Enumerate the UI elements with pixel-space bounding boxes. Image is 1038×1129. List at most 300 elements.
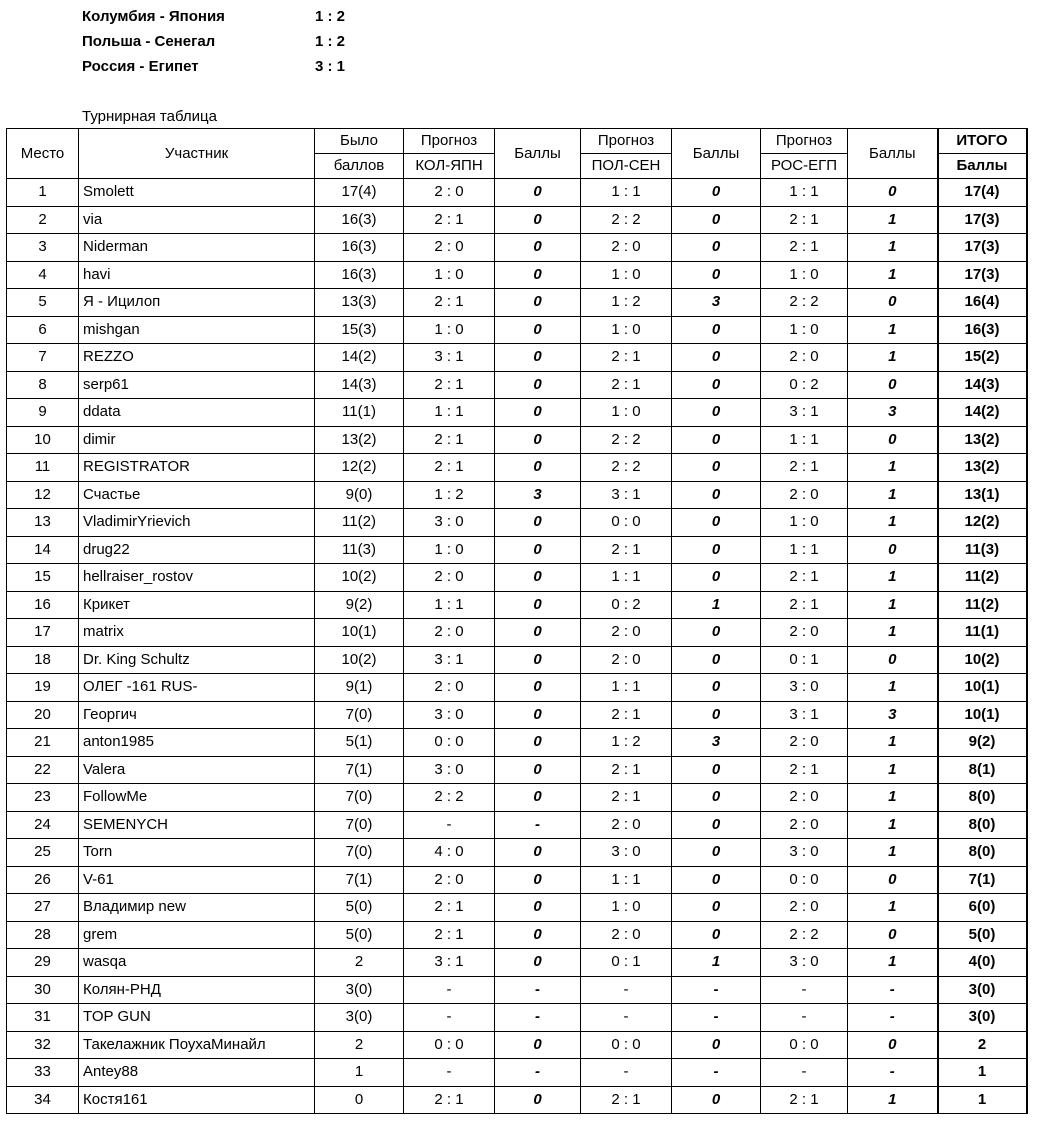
table-row <box>7 729 1027 757</box>
cell-points-3: - <box>848 976 938 1004</box>
table-row <box>7 289 1027 317</box>
cell-points-1: 0 <box>495 399 581 427</box>
table-row <box>7 1059 1027 1087</box>
cell-total: 4(0) <box>938 949 1027 977</box>
cell-place: 3 <box>7 234 79 262</box>
cell-total: 13(1) <box>938 481 1027 509</box>
cell-total: 8(1) <box>938 756 1027 784</box>
cell-place: 6 <box>7 316 79 344</box>
cell-forecast-2: 1 : 0 <box>581 894 672 922</box>
table-row <box>7 811 1027 839</box>
cell-participant: anton1985 <box>79 729 315 757</box>
cell-points-1: 0 <box>495 866 581 894</box>
cell-points-2: 0 <box>672 646 761 674</box>
header-match-3: РОС-ЕГП <box>761 154 848 179</box>
cell-points-1: 0 <box>495 454 581 482</box>
cell-forecast-3: 2 : 1 <box>761 234 848 262</box>
cell-points-1: - <box>495 1059 581 1087</box>
table-row <box>7 949 1027 977</box>
cell-was-points: 14(3) <box>315 371 404 399</box>
cell-was-points: 2 <box>315 1031 404 1059</box>
cell-place: 12 <box>7 481 79 509</box>
cell-place: 16 <box>7 591 79 619</box>
cell-forecast-1: 2 : 0 <box>404 674 495 702</box>
cell-forecast-1: 2 : 0 <box>404 619 495 647</box>
cell-forecast-2: 1 : 1 <box>581 674 672 702</box>
table-row <box>7 674 1027 702</box>
table-row <box>7 839 1027 867</box>
table-row <box>7 454 1027 482</box>
cell-points-1: 0 <box>495 591 581 619</box>
cell-points-2: 0 <box>672 371 761 399</box>
cell-points-2: 0 <box>672 206 761 234</box>
cell-participant: VladimirYrievich <box>79 509 315 537</box>
cell-participant: grem <box>79 921 315 949</box>
cell-forecast-2: 2 : 1 <box>581 344 672 372</box>
cell-points-3: 1 <box>848 481 938 509</box>
header-participant: Участник <box>79 129 315 179</box>
cell-was-points: 0 <box>315 1086 404 1114</box>
cell-points-3: 0 <box>848 371 938 399</box>
cell-place: 7 <box>7 344 79 372</box>
cell-points-2: 0 <box>672 509 761 537</box>
cell-participant: hellraiser_rostov <box>79 564 315 592</box>
cell-points-2: - <box>672 1059 761 1087</box>
table-row <box>7 701 1027 729</box>
cell-points-2: 3 <box>672 729 761 757</box>
cell-forecast-2: 2 : 0 <box>581 811 672 839</box>
cell-points-2: 0 <box>672 316 761 344</box>
table-row <box>7 536 1027 564</box>
cell-total: 3(0) <box>938 1004 1027 1032</box>
cell-forecast-3: 1 : 1 <box>761 536 848 564</box>
cell-points-3: 1 <box>848 784 938 812</box>
cell-forecast-3: 2 : 0 <box>761 784 848 812</box>
cell-participant: Такелажник ПоухаМинайл <box>79 1031 315 1059</box>
cell-participant: Torn <box>79 839 315 867</box>
table-row <box>7 1004 1027 1032</box>
cell-was-points: 12(2) <box>315 454 404 482</box>
cell-participant: Я - Ицилоп <box>79 289 315 317</box>
cell-participant: Valera <box>79 756 315 784</box>
cell-participant: wasqa <box>79 949 315 977</box>
cell-total: 8(0) <box>938 839 1027 867</box>
cell-forecast-2: 0 : 2 <box>581 591 672 619</box>
cell-points-3: 1 <box>848 674 938 702</box>
cell-place: 14 <box>7 536 79 564</box>
cell-forecast-3: 2 : 0 <box>761 344 848 372</box>
cell-forecast-3: 2 : 1 <box>761 454 848 482</box>
table-header <box>7 129 1027 179</box>
cell-place: 29 <box>7 949 79 977</box>
cell-place: 26 <box>7 866 79 894</box>
cell-points-2: 0 <box>672 564 761 592</box>
cell-forecast-1: 3 : 0 <box>404 509 495 537</box>
cell-forecast-2: 2 : 1 <box>581 701 672 729</box>
cell-place: 32 <box>7 1031 79 1059</box>
cell-forecast-2: 2 : 0 <box>581 921 672 949</box>
cell-total: 9(2) <box>938 729 1027 757</box>
cell-points-1: 0 <box>495 784 581 812</box>
cell-participant: V-61 <box>79 866 315 894</box>
header-match-1: КОЛ-ЯПН <box>404 154 495 179</box>
table-row <box>7 261 1027 289</box>
cell-forecast-2: 1 : 1 <box>581 564 672 592</box>
cell-points-2: 0 <box>672 839 761 867</box>
cell-points-1: 0 <box>495 289 581 317</box>
cell-place: 33 <box>7 1059 79 1087</box>
cell-points-2: 0 <box>672 811 761 839</box>
cell-forecast-2: 2 : 1 <box>581 371 672 399</box>
cell-total: 17(3) <box>938 261 1027 289</box>
cell-was-points: 5(0) <box>315 921 404 949</box>
cell-was-points: 10(1) <box>315 619 404 647</box>
cell-points-1: 3 <box>495 481 581 509</box>
cell-forecast-3: 0 : 2 <box>761 371 848 399</box>
cell-forecast-2: 1 : 0 <box>581 316 672 344</box>
cell-forecast-2: 2 : 1 <box>581 784 672 812</box>
cell-participant: ОЛЕГ -161 RUS- <box>79 674 315 702</box>
table-row <box>7 976 1027 1004</box>
cell-points-3: 0 <box>848 179 938 207</box>
table-row <box>7 1031 1027 1059</box>
table-row <box>7 234 1027 262</box>
cell-total: 2 <box>938 1031 1027 1059</box>
match-result <box>82 54 345 79</box>
cell-points-1: - <box>495 1004 581 1032</box>
cell-points-2: 0 <box>672 866 761 894</box>
cell-points-1: 0 <box>495 509 581 537</box>
cell-place: 22 <box>7 756 79 784</box>
cell-points-1: 0 <box>495 344 581 372</box>
cell-forecast-3: 2 : 0 <box>761 481 848 509</box>
cell-points-1: 0 <box>495 894 581 922</box>
cell-place: 30 <box>7 976 79 1004</box>
cell-forecast-1: - <box>404 1059 495 1087</box>
cell-forecast-2: 1 : 1 <box>581 179 672 207</box>
cell-points-1: 0 <box>495 756 581 784</box>
cell-forecast-1: 2 : 0 <box>404 866 495 894</box>
cell-forecast-3: 1 : 0 <box>761 509 848 537</box>
cell-was-points: 1 <box>315 1059 404 1087</box>
cell-points-2: 0 <box>672 894 761 922</box>
cell-total: 10(1) <box>938 674 1027 702</box>
cell-points-1: 0 <box>495 206 581 234</box>
cell-was-points: 10(2) <box>315 564 404 592</box>
cell-was-points: 7(0) <box>315 839 404 867</box>
cell-points-1: 0 <box>495 729 581 757</box>
cell-was-points: 13(3) <box>315 289 404 317</box>
cell-points-1: 0 <box>495 646 581 674</box>
cell-forecast-1: 2 : 1 <box>404 206 495 234</box>
cell-participant: drug22 <box>79 536 315 564</box>
header-total-line1: ИТОГО <box>938 129 1027 154</box>
cell-forecast-2: 1 : 2 <box>581 729 672 757</box>
standings-caption: Турнирная таблица <box>82 108 217 125</box>
cell-points-3: 1 <box>848 756 938 784</box>
match-results <box>82 4 345 79</box>
table-row <box>7 921 1027 949</box>
cell-total: 1 <box>938 1086 1027 1114</box>
cell-points-1: 0 <box>495 674 581 702</box>
cell-forecast-2: 1 : 1 <box>581 866 672 894</box>
cell-forecast-1: 2 : 0 <box>404 564 495 592</box>
cell-place: 27 <box>7 894 79 922</box>
table-row <box>7 509 1027 537</box>
cell-participant: dimir <box>79 426 315 454</box>
cell-forecast-2: 3 : 0 <box>581 839 672 867</box>
cell-points-3: 1 <box>848 234 938 262</box>
cell-points-1: 0 <box>495 426 581 454</box>
cell-points-2: - <box>672 1004 761 1032</box>
header-was-line1: Было <box>315 129 404 154</box>
header-total-line2: Баллы <box>938 154 1027 179</box>
cell-was-points: 13(2) <box>315 426 404 454</box>
cell-points-3: 1 <box>848 206 938 234</box>
cell-points-2: 0 <box>672 674 761 702</box>
header-forecast-3: Прогноз <box>761 129 848 154</box>
cell-place: 11 <box>7 454 79 482</box>
cell-place: 20 <box>7 701 79 729</box>
cell-was-points: 10(2) <box>315 646 404 674</box>
cell-forecast-2: 1 : 0 <box>581 399 672 427</box>
table-row <box>7 179 1027 207</box>
cell-points-3: 0 <box>848 646 938 674</box>
header-forecast-2: Прогноз <box>581 129 672 154</box>
cell-total: 17(3) <box>938 234 1027 262</box>
header-was-line2: баллов <box>315 154 404 179</box>
cell-points-3: 0 <box>848 866 938 894</box>
cell-place: 17 <box>7 619 79 647</box>
match-teams: Колумбия - Япония <box>82 8 225 25</box>
cell-place: 4 <box>7 261 79 289</box>
cell-place: 24 <box>7 811 79 839</box>
cell-points-1: - <box>495 811 581 839</box>
cell-points-3: 1 <box>848 729 938 757</box>
cell-forecast-2: 2 : 2 <box>581 206 672 234</box>
match-teams: Россия - Египет <box>82 58 199 75</box>
cell-points-3: 1 <box>848 591 938 619</box>
cell-forecast-2: 2 : 1 <box>581 536 672 564</box>
cell-forecast-1: 3 : 0 <box>404 701 495 729</box>
cell-was-points: 16(3) <box>315 234 404 262</box>
cell-points-2: 0 <box>672 1086 761 1114</box>
cell-points-1: 0 <box>495 261 581 289</box>
cell-participant: via <box>79 206 315 234</box>
cell-points-3: 1 <box>848 811 938 839</box>
cell-place: 1 <box>7 179 79 207</box>
header-match-2: ПОЛ-СЕН <box>581 154 672 179</box>
cell-forecast-1: 1 : 0 <box>404 316 495 344</box>
cell-forecast-3: 3 : 0 <box>761 949 848 977</box>
cell-forecast-2: 2 : 2 <box>581 426 672 454</box>
cell-was-points: 11(3) <box>315 536 404 564</box>
cell-place: 10 <box>7 426 79 454</box>
cell-total: 11(1) <box>938 619 1027 647</box>
cell-forecast-2: 0 : 1 <box>581 949 672 977</box>
cell-place: 25 <box>7 839 79 867</box>
cell-forecast-1: 2 : 0 <box>404 179 495 207</box>
table-row <box>7 646 1027 674</box>
cell-points-3: 1 <box>848 261 938 289</box>
cell-forecast-3: 1 : 1 <box>761 179 848 207</box>
cell-participant: Костя161 <box>79 1086 315 1114</box>
cell-forecast-2: 0 : 0 <box>581 509 672 537</box>
cell-was-points: 9(2) <box>315 591 404 619</box>
cell-forecast-1: 1 : 2 <box>404 481 495 509</box>
cell-forecast-1: 3 : 0 <box>404 756 495 784</box>
cell-forecast-2: 2 : 1 <box>581 756 672 784</box>
cell-forecast-3: - <box>761 1059 848 1087</box>
cell-place: 2 <box>7 206 79 234</box>
cell-participant: FollowMe <box>79 784 315 812</box>
cell-was-points: 11(2) <box>315 509 404 537</box>
cell-place: 28 <box>7 921 79 949</box>
cell-forecast-2: 0 : 0 <box>581 1031 672 1059</box>
cell-points-2: 0 <box>672 399 761 427</box>
cell-participant: ddata <box>79 399 315 427</box>
cell-points-1: 0 <box>495 701 581 729</box>
cell-forecast-1: 0 : 0 <box>404 729 495 757</box>
cell-place: 21 <box>7 729 79 757</box>
cell-was-points: 7(0) <box>315 811 404 839</box>
cell-participant: REZZO <box>79 344 315 372</box>
cell-forecast-1: 1 : 0 <box>404 536 495 564</box>
cell-points-2: 0 <box>672 536 761 564</box>
cell-points-1: 0 <box>495 1031 581 1059</box>
table-row <box>7 371 1027 399</box>
cell-points-2: 0 <box>672 701 761 729</box>
cell-forecast-3: 2 : 1 <box>761 756 848 784</box>
cell-points-2: 0 <box>672 234 761 262</box>
cell-total: 1 <box>938 1059 1027 1087</box>
cell-total: 11(3) <box>938 536 1027 564</box>
cell-place: 8 <box>7 371 79 399</box>
cell-forecast-1: 1 : 1 <box>404 399 495 427</box>
cell-forecast-3: 2 : 2 <box>761 289 848 317</box>
cell-points-3: 1 <box>848 316 938 344</box>
cell-forecast-1: 3 : 1 <box>404 344 495 372</box>
cell-total: 11(2) <box>938 591 1027 619</box>
cell-forecast-1: 2 : 0 <box>404 234 495 262</box>
cell-forecast-2: 1 : 2 <box>581 289 672 317</box>
cell-points-1: - <box>495 976 581 1004</box>
cell-total: 11(2) <box>938 564 1027 592</box>
cell-total: 12(2) <box>938 509 1027 537</box>
cell-total: 3(0) <box>938 976 1027 1004</box>
cell-forecast-1: - <box>404 811 495 839</box>
cell-forecast-1: - <box>404 1004 495 1032</box>
cell-forecast-3: 0 : 0 <box>761 866 848 894</box>
table-row <box>7 344 1027 372</box>
cell-forecast-2: 2 : 0 <box>581 619 672 647</box>
cell-points-1: 0 <box>495 1086 581 1114</box>
cell-total: 5(0) <box>938 921 1027 949</box>
cell-points-3: 0 <box>848 536 938 564</box>
match-score: 1 : 2 <box>315 8 346 25</box>
cell-forecast-3: 1 : 0 <box>761 316 848 344</box>
cell-forecast-2: 2 : 0 <box>581 234 672 262</box>
cell-participant: Dr. King Schultz <box>79 646 315 674</box>
cell-total: 16(3) <box>938 316 1027 344</box>
cell-forecast-1: - <box>404 976 495 1004</box>
cell-points-1: 0 <box>495 536 581 564</box>
cell-participant: mishgan <box>79 316 315 344</box>
cell-points-1: 0 <box>495 564 581 592</box>
cell-forecast-1: 2 : 2 <box>404 784 495 812</box>
cell-participant: REGISTRATOR <box>79 454 315 482</box>
cell-place: 19 <box>7 674 79 702</box>
cell-place: 15 <box>7 564 79 592</box>
cell-participant: Счастье <box>79 481 315 509</box>
cell-forecast-3: - <box>761 976 848 1004</box>
cell-points-2: 0 <box>672 921 761 949</box>
cell-points-3: 1 <box>848 454 938 482</box>
table-row <box>7 564 1027 592</box>
cell-forecast-3: 2 : 0 <box>761 729 848 757</box>
table-row <box>7 316 1027 344</box>
cell-points-3: 1 <box>848 344 938 372</box>
cell-total: 14(3) <box>938 371 1027 399</box>
cell-forecast-2: - <box>581 976 672 1004</box>
cell-points-2: 0 <box>672 756 761 784</box>
cell-forecast-3: 2 : 1 <box>761 1086 848 1114</box>
cell-points-1: 0 <box>495 316 581 344</box>
table-row <box>7 591 1027 619</box>
table-row <box>7 756 1027 784</box>
cell-participant: SEMENYCH <box>79 811 315 839</box>
cell-total: 14(2) <box>938 399 1027 427</box>
cell-total: 6(0) <box>938 894 1027 922</box>
cell-points-3: 1 <box>848 894 938 922</box>
cell-participant: havi <box>79 261 315 289</box>
cell-place: 9 <box>7 399 79 427</box>
cell-forecast-3: 2 : 1 <box>761 564 848 592</box>
match-result <box>82 4 345 29</box>
table-row <box>7 619 1027 647</box>
cell-forecast-2: 3 : 1 <box>581 481 672 509</box>
table-row <box>7 784 1027 812</box>
cell-points-2: 3 <box>672 289 761 317</box>
header-points-2: Баллы <box>672 129 761 179</box>
cell-forecast-3: 2 : 1 <box>761 206 848 234</box>
cell-forecast-3: 3 : 1 <box>761 399 848 427</box>
cell-was-points: 2 <box>315 949 404 977</box>
cell-points-1: 0 <box>495 619 581 647</box>
cell-was-points: 7(0) <box>315 784 404 812</box>
cell-participant: Smolett <box>79 179 315 207</box>
cell-forecast-1: 2 : 1 <box>404 426 495 454</box>
cell-forecast-1: 2 : 1 <box>404 289 495 317</box>
cell-forecast-1: 2 : 1 <box>404 921 495 949</box>
cell-points-3: 0 <box>848 1031 938 1059</box>
cell-total: 16(4) <box>938 289 1027 317</box>
cell-was-points: 14(2) <box>315 344 404 372</box>
match-teams: Польша - Сенегал <box>82 33 216 50</box>
standings-table <box>6 128 1028 1114</box>
cell-points-2: 0 <box>672 784 761 812</box>
cell-total: 17(4) <box>938 179 1027 207</box>
cell-total: 7(1) <box>938 866 1027 894</box>
cell-forecast-3: 3 : 0 <box>761 839 848 867</box>
cell-forecast-1: 2 : 1 <box>404 454 495 482</box>
cell-forecast-3: 1 : 0 <box>761 261 848 289</box>
cell-was-points: 15(3) <box>315 316 404 344</box>
cell-points-2: 1 <box>672 949 761 977</box>
cell-points-3: 0 <box>848 289 938 317</box>
cell-place: 31 <box>7 1004 79 1032</box>
cell-was-points: 16(3) <box>315 261 404 289</box>
